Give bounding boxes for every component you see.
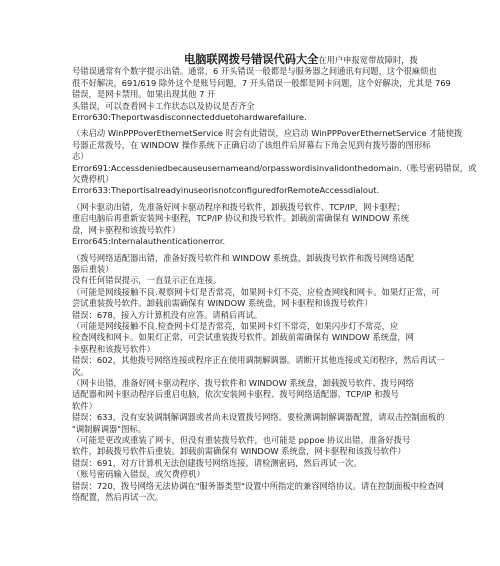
- text-line: 尝试重装拨号软件。卸载前需确保有 WINDOW 系统盘，网卡驱程和该拨号软件）: [72, 298, 373, 309]
- text-line: 号错误通常有个数字提示出错。通常，6 开头错误一般都是与服务器之间通讯有问题，这个很麻烦也: [72, 66, 437, 77]
- title-row: [184, 54, 478, 66]
- text-line: 卡驱程和该拨号软件）: [72, 343, 155, 354]
- document-body: [72, 66, 478, 503]
- text-line: 号器正常拨号，在 WINDOW 操作系统下正确启动了该组件后屏幕右下角会见到有拨号器的图形标: [72, 139, 431, 150]
- text-line: （网卡驱动出错，先准备好网卡驱动程序和拨号软件，卸载拨号软件、TCP/IP，网卡驱程；: [72, 201, 405, 212]
- text-line: Error630:Theportwasdisconnectedduetohardwarefailure.: [72, 112, 307, 123]
- text-line: （可能是更改或重装了网卡，但没有重装拨号软件，也可能是 pppoe 协议出错，准备好拨号: [72, 435, 411, 445]
- text-line: 错误：720，拨号网络无法协调在"服务器类型"设置中所指定的兼容网络协议。请在控制面板中检查网: [72, 480, 444, 491]
- text-line: 错误：602，其他拨号网络连接或程序正在使用调制解调器。请断开其他连接或关闭程序，然后再试一: [72, 355, 445, 366]
- title-continuation: 在用户申报宽带故障时，拨: [318, 55, 418, 65]
- text-line: （可能是网线接触不良.检查网卡灯是否常亮，如果网卡灯不常亮，如果闪步灯不常亮，应: [72, 320, 399, 331]
- text-line: 适配器和网卡驱动程序后重启电脑，依次安装网卡驱程、拨号网络适配器、TCP/IP 和拨号: [72, 389, 399, 400]
- text-line: （账号密码输入错误，或欠费停机）: [72, 469, 205, 480]
- text-line: 次。: [72, 366, 89, 377]
- text-line: Error645:Internalauthenticationerror.: [72, 236, 226, 247]
- text-line: 很不好解决，691/619 除外这个是账号问题，7 开头错误一般都是网卡问题，这个好解决，尤其是 769: [72, 77, 451, 88]
- text-line: 错误：691，对方计算机无法创建拨号网络连接。请检测密码，然后再试一次。: [72, 457, 362, 468]
- text-line: 错误，是网卡禁用。如果出现其他 7 开: [72, 89, 216, 100]
- text-line: （网卡出错，准备好网卡驱动程序、拨号软件和 WINDOW 系统盘，卸载拨号软件、拨号网络: [72, 377, 414, 388]
- text-line: Error633:TheportisalreadyinuseorisnotconfiguredforRemoteAccessdialout.: [72, 185, 380, 196]
- text-line: 检查网线和网卡。如果灯正常，可尝试重装拨号软件。卸载前需确保有 WINDOW 系统盘，网: [72, 332, 414, 343]
- text-line: 盘，网卡驱程和该拨号软件）: [72, 224, 180, 235]
- text-line: 软件）: [72, 400, 97, 411]
- text-line: Error691:Accessdeniedbecauseusernameand/orpasswordisinvalidonthedomain.（账号密码错误，或: [72, 162, 477, 173]
- text-line: （可能是网线接触不良.观察网卡灯是否常亮，如果网卡灯不亮，应检查网线和网卡。如果灯正常，可: [72, 286, 440, 297]
- text-line: （拨号网络适配器出错，准备好拨号软件和 WINDOW 系统盘，卸载拨号软件和拨号网络适配: [72, 252, 414, 263]
- text-line: 头错误，可以查看网卡工作状态以及协议是否齐全: [72, 100, 255, 111]
- document-title: 电脑联网拨号错误代码大全: [184, 53, 319, 66]
- text-line: 软件，卸载拨号软件后重装。卸载前需确保有 WINDOW 系统盘，网卡驱程和该拨号软件）: [72, 446, 406, 457]
- text-line: （未启动 WinPPPoverEthernetService 时会有此错误，应启动 WinPPPoverEthernetService 才能使拨: [72, 128, 463, 139]
- text-line: 志）: [72, 151, 89, 162]
- text-line: "调制解调器"图标。: [72, 423, 147, 434]
- text-line: 欠费停机）: [72, 174, 114, 185]
- text-line: 错误：678，接入方计算机没有应答。请稍后再试。: [72, 309, 263, 320]
- text-line: 络配置，然后再试一次。: [72, 492, 164, 503]
- text-line: 重启电脑后再重新安装网卡驱程，TCP/IP 协议和拨号软件。卸载前需确保有 WINDOW 系统: [72, 213, 410, 224]
- text-line: 没有任何错误提示，一直显示正在连接。: [72, 275, 222, 286]
- text-line: 器后重装）: [72, 263, 114, 274]
- text-line: 错误：633，没有安装调制解调器或者尚未设置拨号网络。要检测调制解调器配置，请双击控制面板的: [72, 412, 445, 423]
